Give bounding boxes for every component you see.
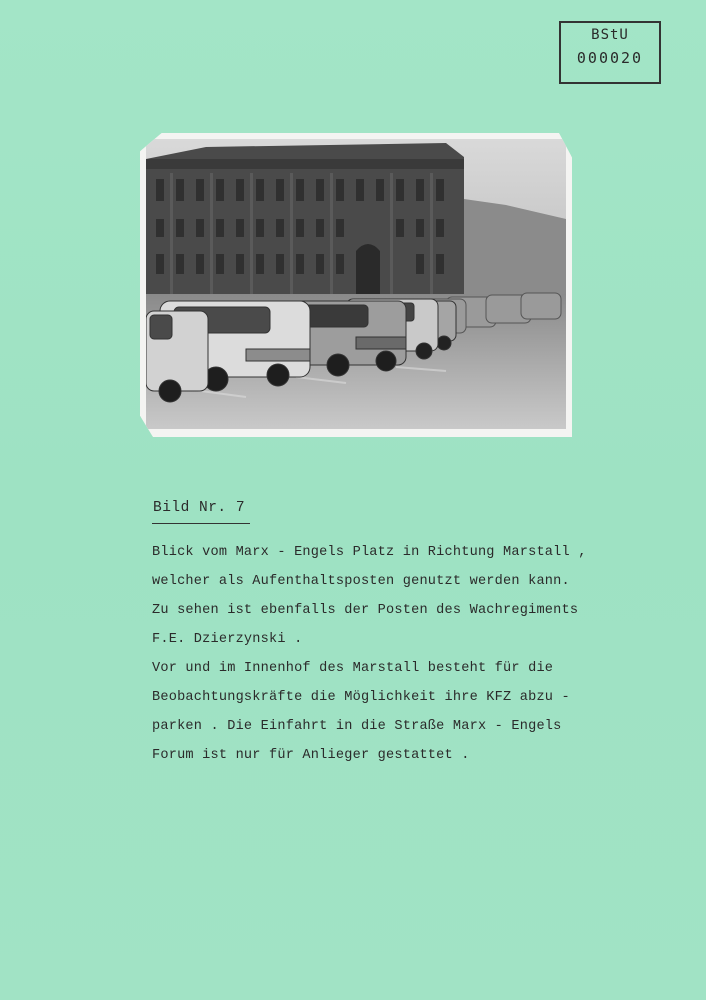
heading-underline bbox=[152, 523, 250, 524]
caption-line: Zu sehen ist ebenfalls der Posten des Wachregiments bbox=[152, 603, 579, 618]
caption-heading: Bild Nr. 7 bbox=[153, 500, 246, 516]
caption-line: Forum ist nur für Anlieger gestattet . bbox=[152, 748, 470, 763]
caption-line: Blick vom Marx - Engels Platz in Richtung Marstall , bbox=[152, 545, 587, 560]
photo-print bbox=[140, 133, 572, 437]
parking-lot-photo bbox=[146, 139, 566, 429]
archive-stamp bbox=[559, 21, 661, 84]
caption-line: Beobachtungskräfte die Möglichkeit ihre KFZ abzu - bbox=[152, 690, 570, 705]
caption-line: welcher als Aufenthaltsposten genutzt werden kann. bbox=[152, 574, 570, 589]
caption-line: parken . Die Einfahrt in die Straße Marx - Engels bbox=[152, 719, 562, 734]
caption-body bbox=[152, 542, 632, 774]
caption-line: F.E. Dzierzynski . bbox=[152, 632, 303, 647]
stamp-label: BStU bbox=[591, 27, 629, 43]
stamp-number: 000020 bbox=[576, 49, 644, 67]
caption-line: Vor und im Innenhof des Marstall besteht für die bbox=[152, 661, 554, 676]
